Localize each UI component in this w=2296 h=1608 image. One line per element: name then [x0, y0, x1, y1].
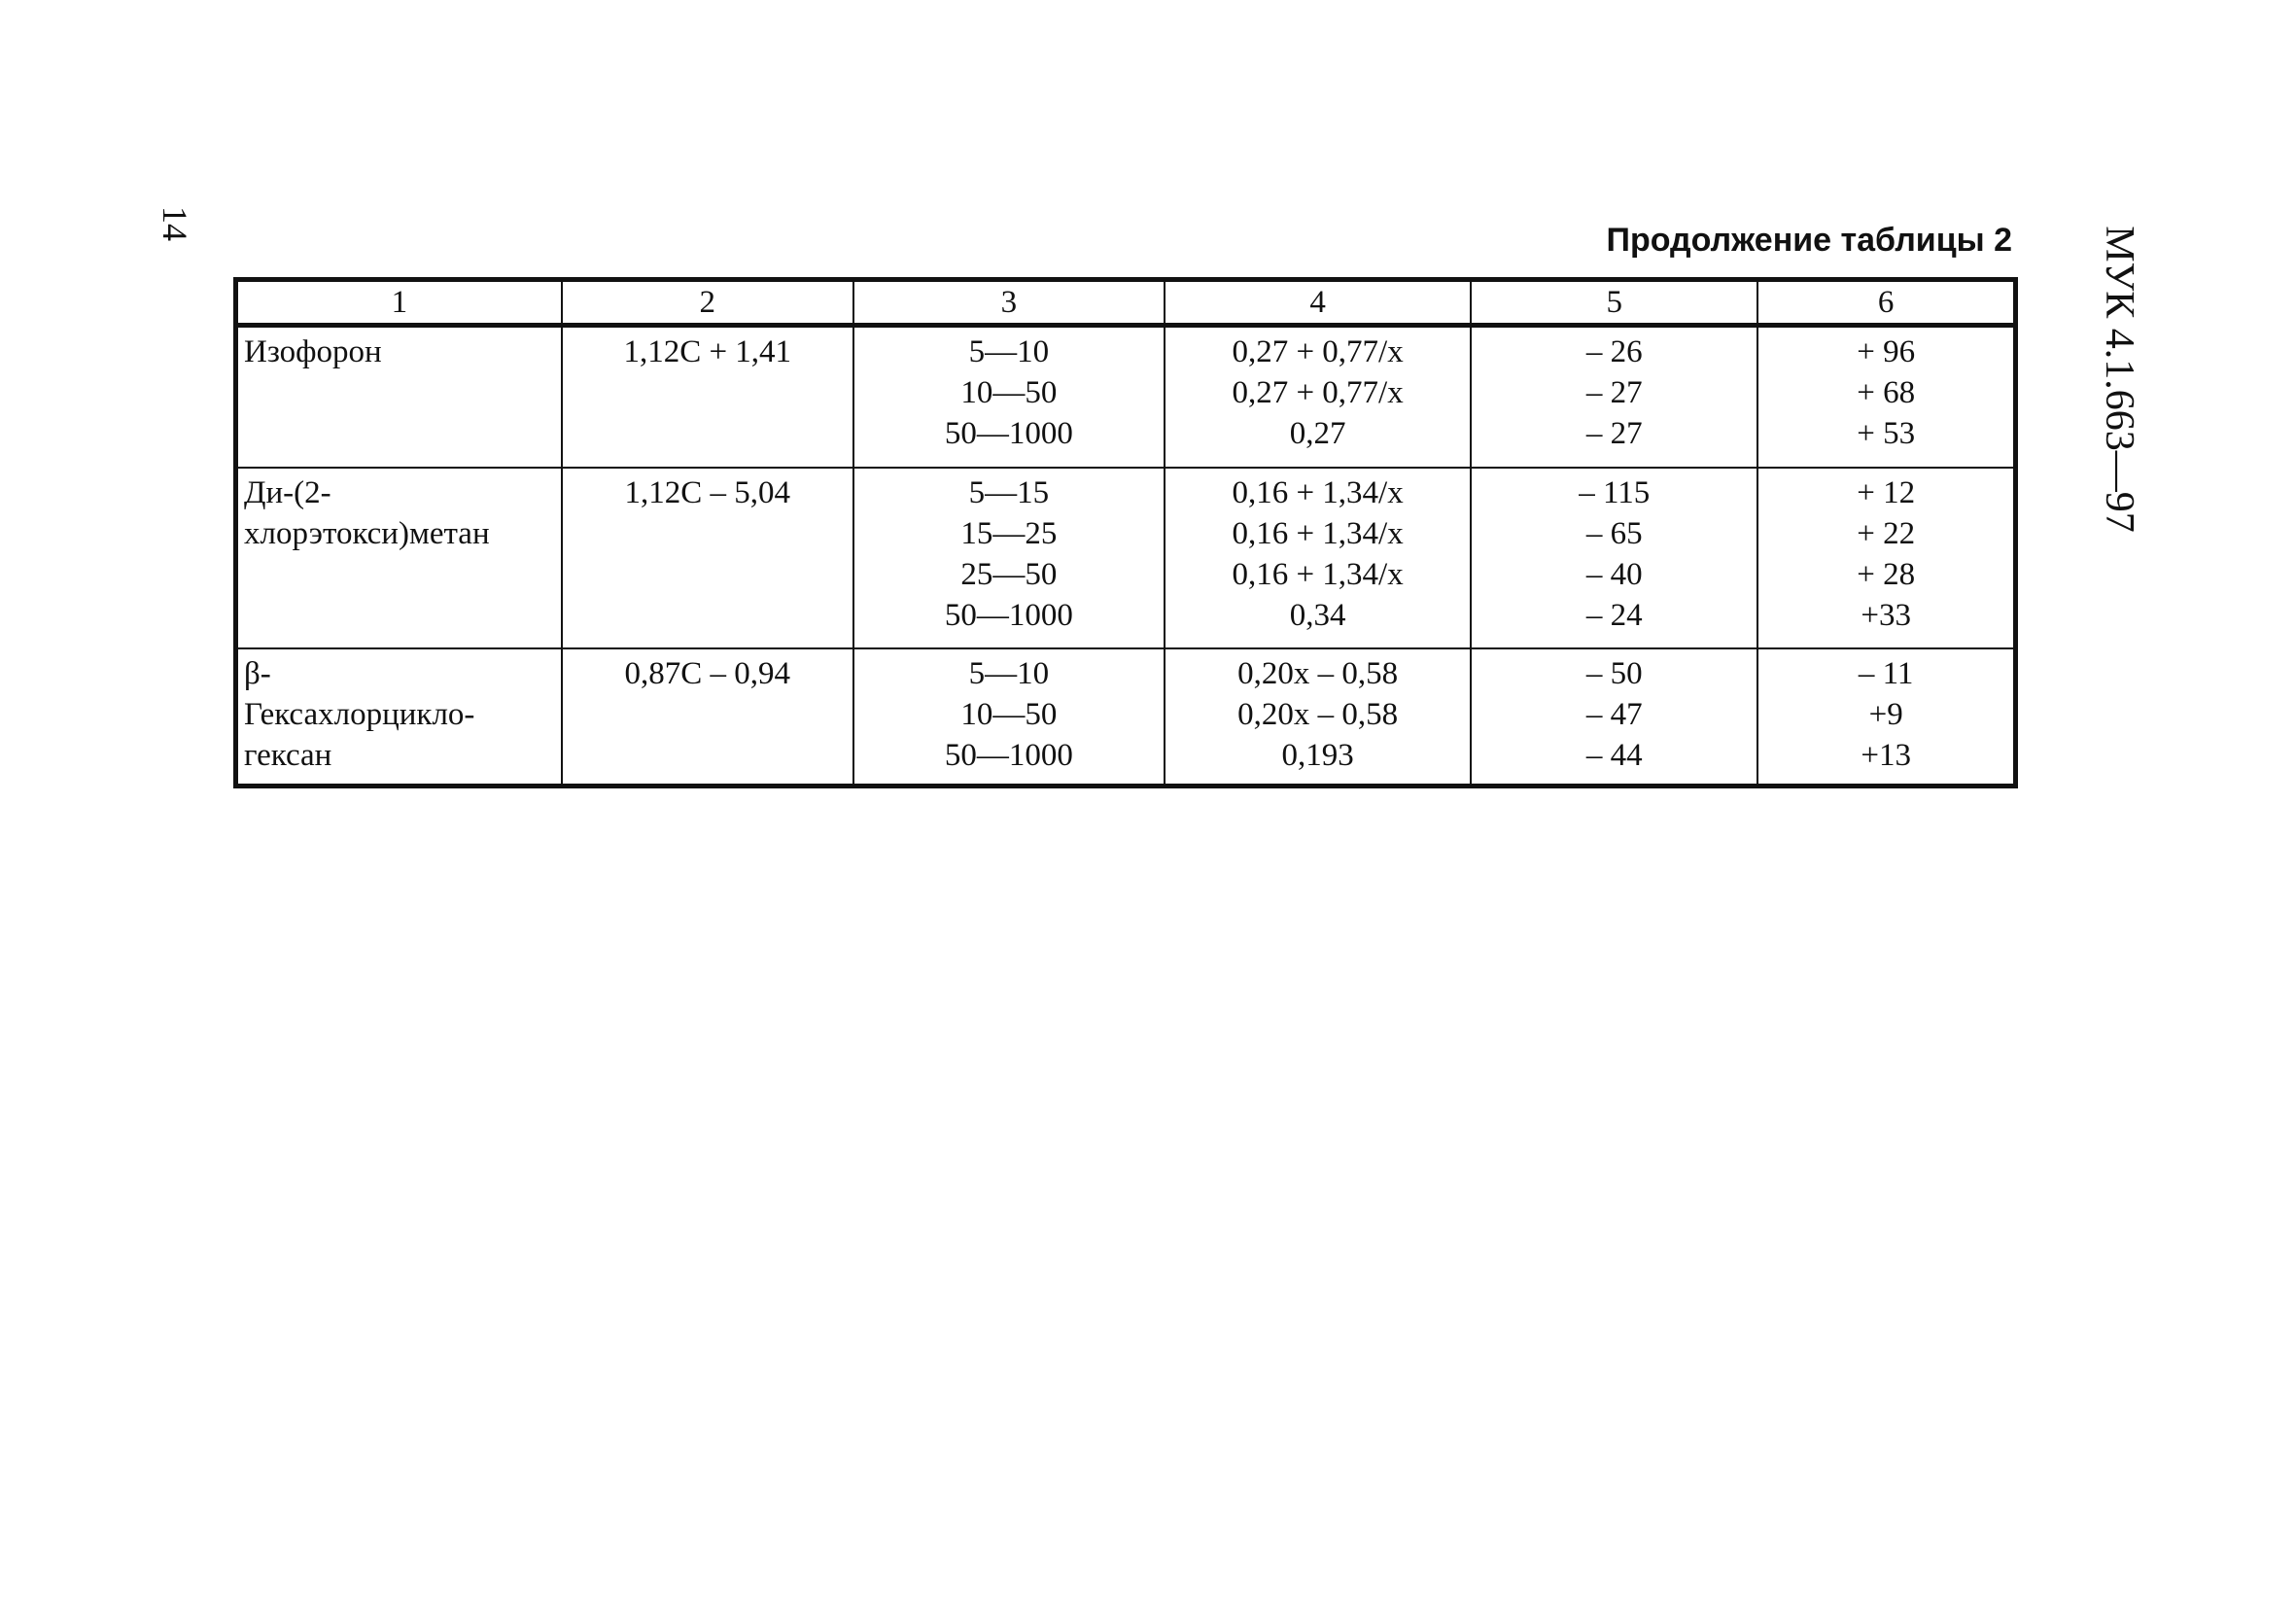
- document-code: МУК 4.1.663—97: [2097, 226, 2141, 533]
- table-row: [236, 648, 2016, 787]
- substance-name: Гексахлорцикло-: [244, 696, 475, 732]
- column-5-value: – 27: [1585, 416, 1643, 451]
- column-header: 6: [1757, 280, 2015, 326]
- range-value: 15—25: [960, 515, 1058, 551]
- substance-name: Изофорон: [244, 334, 382, 369]
- range-value: 50—1000: [944, 597, 1073, 633]
- column-6-cell: [1757, 326, 2015, 468]
- coefficient-value: 0,16 + 1,34/x: [1232, 474, 1404, 510]
- column-6-value: + 53: [1857, 416, 1916, 451]
- formula: 1,12C – 5,04: [624, 474, 790, 510]
- substance-name-cell: [236, 468, 562, 648]
- column-6-value: – 11: [1858, 655, 1914, 691]
- table-row: [236, 468, 2016, 648]
- coefficient-value: 0,16 + 1,34/x: [1232, 556, 1404, 592]
- column-6-cell: [1757, 648, 2015, 787]
- formula: 1,12C + 1,41: [623, 334, 792, 369]
- coefficient-cell: [1165, 326, 1471, 468]
- column-6-value: +9: [1868, 696, 1903, 732]
- column-5-value: – 115: [1579, 474, 1651, 510]
- table-caption: Продолжение таблицы 2: [1606, 222, 2012, 259]
- range-value: 5—10: [968, 334, 1050, 369]
- column-5-cell: [1471, 648, 1757, 787]
- substance-name: хлорэтокси)метан: [244, 515, 490, 551]
- range-value: 25—50: [960, 556, 1058, 592]
- coefficient-value: 0,27 + 0,77/x: [1232, 375, 1404, 410]
- column-6-value: +13: [1861, 737, 1911, 773]
- column-6-cell: [1757, 468, 2015, 648]
- column-6-value: + 22: [1857, 515, 1916, 551]
- substance-name: Ди-(2-: [244, 474, 331, 510]
- column-6-value: + 28: [1857, 556, 1916, 592]
- substance-name: β-: [244, 655, 271, 691]
- column-6-value: +33: [1861, 597, 1911, 633]
- column-header: 2: [562, 280, 853, 326]
- substance-name: гексан: [244, 737, 332, 773]
- column-5-value: – 50: [1585, 655, 1643, 691]
- formula-cell: [562, 648, 853, 787]
- column-5-value: – 26: [1585, 334, 1643, 369]
- column-6-value: + 68: [1857, 375, 1916, 410]
- coefficient-value: 0,193: [1281, 737, 1354, 773]
- coefficient-value: 0,34: [1289, 597, 1346, 633]
- range-value: 10—50: [960, 375, 1058, 410]
- column-5-value: – 27: [1585, 375, 1643, 410]
- column-header: 4: [1165, 280, 1471, 326]
- formula-cell: [562, 326, 853, 468]
- column-header: 1: [236, 280, 562, 326]
- formula-cell: [562, 468, 853, 648]
- data-table: [233, 277, 2018, 788]
- coefficient-value: 0,27 + 0,77/x: [1232, 334, 1404, 369]
- substance-name-cell: [236, 648, 562, 787]
- table-row: [236, 326, 2016, 468]
- coefficient-value: 0,20x – 0,58: [1237, 655, 1399, 691]
- column-6-value: + 12: [1857, 474, 1916, 510]
- coefficient-cell: [1165, 648, 1471, 787]
- column-5-value: – 24: [1585, 597, 1643, 633]
- column-5-value: – 44: [1585, 737, 1643, 773]
- range-cell: [853, 468, 1165, 648]
- coefficient-value: 0,16 + 1,34/x: [1232, 515, 1404, 551]
- column-5-cell: [1471, 468, 1757, 648]
- coefficient-value: 0,20x – 0,58: [1237, 696, 1399, 732]
- column-5-value: – 65: [1585, 515, 1643, 551]
- coefficient-value: 0,27: [1289, 416, 1346, 451]
- range-value: 50—1000: [944, 737, 1073, 773]
- range-value: 10—50: [960, 696, 1058, 732]
- range-value: 5—10: [968, 655, 1050, 691]
- column-6-value: + 96: [1857, 334, 1916, 369]
- substance-name-cell: [236, 326, 562, 468]
- column-header: 5: [1471, 280, 1757, 326]
- column-5-value: – 40: [1585, 556, 1643, 592]
- column-header: 3: [853, 280, 1165, 326]
- page-number: 14: [156, 206, 194, 241]
- formula: 0,87C – 0,94: [624, 655, 790, 691]
- column-5-cell: [1471, 326, 1757, 468]
- range-value: 5—15: [968, 474, 1050, 510]
- range-value: 50—1000: [944, 416, 1073, 451]
- column-5-value: – 47: [1585, 696, 1643, 732]
- coefficient-cell: [1165, 468, 1471, 648]
- range-cell: [853, 648, 1165, 787]
- table-header-row: [236, 280, 2016, 326]
- range-cell: [853, 326, 1165, 468]
